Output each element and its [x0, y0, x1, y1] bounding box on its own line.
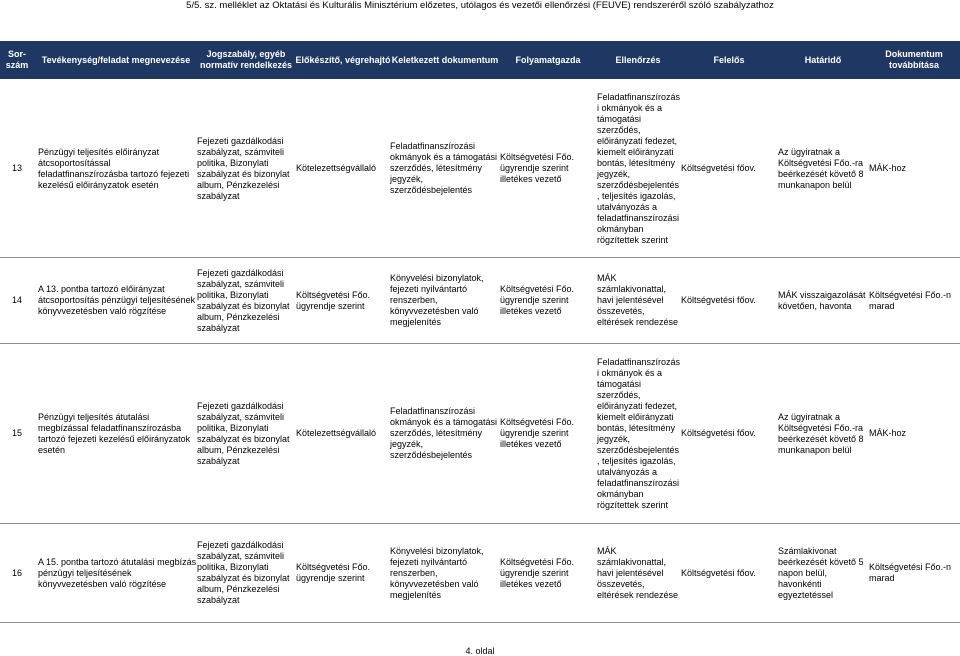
regulation-cell: Fejezeti gazdálkodási szabályzat, számviteli politika, Bizonylati szabályzat és bizonylat album, Pénzkezelési szabályzat — [197, 135, 290, 201]
deadline-cell: MÁK visszaigazolását követően, havonta — [778, 289, 866, 311]
responsible-cell: Költségvetési főov. — [681, 163, 756, 173]
deadline-cell: Számlakivonat beérkezését követő 5 napon belül, havonkénti egyeztetéssel — [778, 545, 864, 600]
table-row — [0, 524, 960, 622]
activity-cell: Pénzügyi teljesítés átutalási megbízással feladatfinanszírozásba tartozó fejezeti kezelésű előirányzatok esetén — [38, 411, 191, 455]
control-cell: MÁK számlakivonattal, havi jelentésével összevetés, eltérések rendezése — [597, 545, 679, 600]
table-row — [0, 258, 960, 343]
document-cell: Feladatfinanszírozási okmányok és a támogatási szerződés, létesítmény jegyzék, szerződésbejelentés — [390, 406, 498, 460]
row-separator — [0, 622, 960, 623]
regulation-cell: Fejezeti gazdálkodási szabályzat, számviteli politika, Bizonylati szabályzat és bizonylat album, Pénzkezelési szabályzat — [197, 540, 290, 605]
forwarding-cell: MÁK-hoz — [869, 163, 907, 173]
deadline-cell: Az ügyiratnak a Költségvetési Főo.-ra beérkezését követő 8 munkanapon belül — [778, 411, 864, 455]
header-jogszabaly: Jogszabály, egyéb normatív rendelkezés — [199, 49, 293, 70]
regulation-cell: Fejezeti gazdálkodási szabályzat, számviteli politika, Bizonylati szabályzat és bizonylat album, Pénzkezelési szabályzat — [197, 267, 290, 333]
table-row — [0, 344, 960, 523]
control-cell: Feladatfinanszírozás i okmányok és a támogatási szerződés, előirányzati fedezet, kiemelt előirányzati bontás, létesítmény jegyzék, szerződésbejelentés , teljesítés igazolás, utalványozás a feladatfinanszírozási okmányban rögzítettek szerint — [597, 356, 681, 510]
header-tevekenyseg: Tevékenység/feladat megnevezése — [41, 54, 191, 65]
forwarding-cell: Költségvetési Főo.-n marad — [869, 289, 952, 311]
header-felelos: Felelős — [713, 54, 745, 65]
responsible-cell: Költségvetési főov. — [681, 567, 756, 578]
responsible-cell: Költségvetési főov. — [681, 428, 756, 438]
activity-cell: Pénzügyi teljesítés előirányzat átcsoportosítással feladatfinanszírozásba tartozó fejezeti kezelésű előirányzatok esetén — [38, 146, 190, 190]
forwarding-cell: Költségvetési Főo.-n marad — [869, 562, 952, 583]
row-number: 13 — [11, 163, 22, 173]
table-header — [0, 41, 960, 79]
process-owner-cell: Költségvetési Főo. ügyrendje szerint illetékes vezető — [500, 417, 575, 449]
row-number: 16 — [11, 567, 22, 578]
document-cell: Feladatfinanszírozási okmányok és a támogatási szerződés, létesítmény jegyzék, szerződésbejelentés — [390, 141, 498, 195]
row-number: 14 — [11, 295, 22, 305]
process-owner-cell: Költségvetési Főo. ügyrendje szerint illetékes vezető — [500, 152, 575, 184]
document-title: 5/5. sz. melléklet az Oktatási és Kulturális Minisztérium előzetes, utólagos és vezetői ellenőrzési (FEUVE) rendszeréről szóló szabályzathoz — [186, 0, 774, 11]
header-ellenorzes: Ellenőrzés — [615, 54, 661, 65]
preparer-cell: Kötelezettségvállaló — [296, 428, 377, 438]
preparer-cell: Költségvetési Főo. ügyrendje szerint — [296, 289, 371, 311]
deadline-cell: Az ügyiratnak a Költségvetési Főo.-ra beérkezését követő 8 munkanapon belül — [778, 146, 864, 190]
process-owner-cell: Költségvetési Főo. ügyrendje szerint illetékes vezető — [500, 284, 575, 316]
activity-cell: A 13. pontba tartozó előirányzat átcsoportosítás pénzügyi teljesítésének könyvvezetésben való rögzítése — [38, 284, 196, 316]
preparer-cell: Költségvetési Főo. ügyrendje szerint — [296, 562, 371, 583]
document-cell: Könyvelési bizonylatok, fejezeti nyilvántartó renszerben, könyvvezetésben való megjelenítés — [390, 545, 484, 600]
responsible-cell: Költségvetési főov. — [681, 295, 756, 305]
forwarding-cell: MÁK-hoz — [869, 428, 907, 438]
row-number: 15 — [11, 428, 22, 438]
table-row — [0, 80, 960, 257]
regulation-cell: Fejezeti gazdálkodási szabályzat, számviteli politika, Bizonylati szabályzat és bizonylat album, Pénzkezelési szabályzat — [197, 400, 290, 466]
control-cell: Feladatfinanszírozás i okmányok és a támogatási szerződés, előirányzati fedezet, kiemelt előirányzati bontás, létesítmény jegyzék, szerződésbejelentés , teljesítés igazolás, utalványozás a feladatfinanszírozási okmányban rögzítettek szerint — [597, 91, 681, 245]
header-elokeszito: Előkészítő, végrehajtó — [295, 54, 391, 65]
page-number: 4. oldal — [465, 646, 495, 656]
header-hatarido: Határidő — [804, 54, 842, 65]
header-dokumentum: Keletkezett dokumentum — [391, 54, 499, 65]
header-sorszam: Sor- szám — [5, 49, 29, 70]
activity-cell: A 15. pontba tartozó átutalási megbízás pénzügyi teljesítésének könyvvezetésben való rögzítése — [38, 556, 197, 589]
preparer-cell: Kötelezettségvállaló — [296, 163, 377, 173]
control-cell: MÁK számlakivonattal, havi jelentésével összevetés, eltérések rendezése — [597, 273, 679, 327]
process-owner-cell: Költségvetési Főo. ügyrendje szerint illetékes vezető — [500, 556, 575, 589]
header-tovabbitas: Dokumentum továbbítása — [885, 49, 943, 70]
header-folyamatgazda: Folyamatgazda — [515, 54, 581, 65]
document-cell: Könyvelési bizonylatok, fejezeti nyilvántartó renszerben, könyvvezetésben való megjelenítés — [390, 273, 484, 327]
